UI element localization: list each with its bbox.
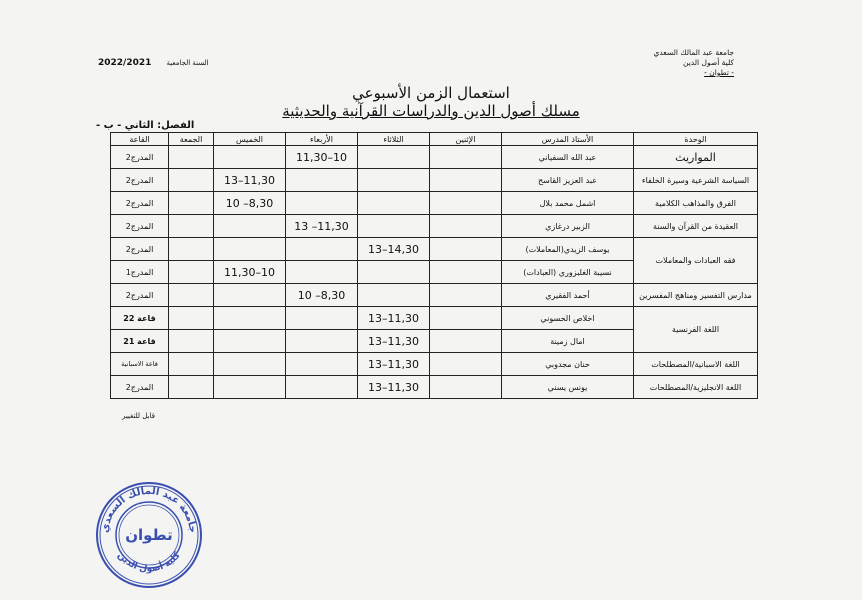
teacher-cell: اخلاص الحسوني: [502, 307, 634, 330]
friday-cell: [169, 169, 214, 192]
monday-cell: [430, 146, 502, 169]
tuesday-cell: [358, 146, 430, 169]
room-cell: المدرج2: [111, 146, 169, 169]
tuesday-cell: 14,30–13: [358, 238, 430, 261]
tuesday-cell: 11,30–13: [358, 376, 430, 399]
semester-label: الفصل: الثاني - ب -: [96, 120, 195, 131]
col-monday: الإثنين: [430, 133, 502, 146]
wednesday-cell: [286, 376, 358, 399]
room-cell: قاعة 21: [111, 330, 169, 353]
friday-cell: [169, 215, 214, 238]
faculty-name: كلية أصول الدين: [683, 58, 734, 67]
teacher-cell: عبد العزيز القاسح: [502, 169, 634, 192]
monday-cell: [430, 307, 502, 330]
friday-cell: [169, 376, 214, 399]
unit-cell: اللغة الانجليزية/المصطلحات: [634, 376, 758, 399]
stamp-graphic: [94, 480, 204, 590]
col-teacher: الأستاذ المدرس: [502, 133, 634, 146]
thursday-cell: [214, 330, 286, 353]
teacher-cell: يوسف الزيدي(المعاملات): [502, 238, 634, 261]
wednesday-cell: [286, 353, 358, 376]
table-row: [111, 307, 758, 330]
teacher-cell: حنان مجدوبي: [502, 353, 634, 376]
room-cell: المدرج2: [111, 192, 169, 215]
room-cell: المدرج2: [111, 376, 169, 399]
tuesday-cell: 11,30–13: [358, 330, 430, 353]
table-row: [111, 238, 758, 261]
unit-cell: فقه العبادات والمعاملات: [634, 238, 758, 284]
unit-cell: مدارس التفسير ومناهج المفسرين: [634, 284, 758, 307]
friday-cell: [169, 330, 214, 353]
wednesday-cell: [286, 192, 358, 215]
room-cell: قاعة الاسبانية: [111, 353, 169, 376]
stamp-outer-text: جامعة عبد المالك السعدي: [99, 485, 199, 534]
friday-cell: [169, 261, 214, 284]
friday-cell: [169, 284, 214, 307]
wednesday-cell: [286, 169, 358, 192]
room-cell: المدرج2: [111, 215, 169, 238]
unit-cell: السياسة الشرعية وسيرة الخلفاء: [634, 169, 758, 192]
wednesday-cell: [286, 238, 358, 261]
page-title: استعمال الزمن الأسبوعي: [352, 84, 510, 102]
table-row: [111, 192, 758, 215]
year-value: 2022/2021: [98, 58, 152, 68]
teacher-cell: الزبير درغازي: [502, 215, 634, 238]
tuesday-cell: [358, 215, 430, 238]
wednesday-cell: [286, 261, 358, 284]
room-cell: المدرج1: [111, 261, 169, 284]
footnote: قابل للتغيير: [122, 412, 155, 420]
table-row: [111, 353, 758, 376]
thursday-cell: [214, 238, 286, 261]
city-name: - تطوان -: [704, 68, 734, 77]
header-block: [594, 48, 734, 78]
thursday-cell: [214, 353, 286, 376]
year-label: السنة الجامعية: [166, 59, 209, 67]
friday-cell: [169, 307, 214, 330]
wednesday-cell: 10–11,30: [286, 146, 358, 169]
monday-cell: [430, 169, 502, 192]
unit-cell: اللغة الفرنسية: [634, 307, 758, 353]
wednesday-cell: 8,30– 10: [286, 284, 358, 307]
teacher-cell: امال زمينة: [502, 330, 634, 353]
unit-cell: المواريث: [634, 146, 758, 169]
friday-cell: [169, 192, 214, 215]
room-cell: المدرج2: [111, 169, 169, 192]
col-friday: الجمعة: [169, 133, 214, 146]
table-row: [111, 215, 758, 238]
wednesday-cell: 11,30– 13: [286, 215, 358, 238]
thursday-cell: 10–11,30: [214, 261, 286, 284]
thursday-cell: [214, 376, 286, 399]
monday-cell: [430, 330, 502, 353]
teacher-cell: أحمد الفقيري: [502, 284, 634, 307]
svg-text:كلية أصول الدين: [115, 550, 183, 574]
academic-year: [98, 50, 209, 69]
friday-cell: [169, 238, 214, 261]
room-cell: قاعة 22: [111, 307, 169, 330]
track-title: مسلك أصول الدين والدراسات القرآنية والحديثية: [282, 102, 580, 120]
table-row: [111, 146, 758, 169]
tuesday-cell: [358, 284, 430, 307]
friday-cell: [169, 146, 214, 169]
col-tuesday: الثلاثاء: [358, 133, 430, 146]
wednesday-cell: [286, 307, 358, 330]
col-unit: الوحدة: [634, 133, 758, 146]
table-row: [111, 376, 758, 399]
thursday-cell: [214, 284, 286, 307]
table-row: [111, 169, 758, 192]
thursday-cell: 11,30–13: [214, 169, 286, 192]
teacher-cell: اشمل محمد بلال: [502, 192, 634, 215]
stamp-outer2-text: كلية أصول الدين: [115, 550, 183, 575]
unit-cell: اللغة الاسبانية/المصطلحات: [634, 353, 758, 376]
table-row: [111, 284, 758, 307]
monday-cell: [430, 353, 502, 376]
tuesday-cell: [358, 261, 430, 284]
tuesday-cell: 11,30–13: [358, 353, 430, 376]
col-room: القاعة: [111, 133, 169, 146]
teacher-cell: يونس يسني: [502, 376, 634, 399]
room-cell: المدرج2: [111, 238, 169, 261]
room-cell: المدرج2: [111, 284, 169, 307]
monday-cell: [430, 215, 502, 238]
thursday-cell: 8,30– 10: [214, 192, 286, 215]
table-header-row: [111, 133, 758, 146]
monday-cell: [430, 376, 502, 399]
tuesday-cell: [358, 169, 430, 192]
unit-cell: الفرق والمذاهب الكلامية: [634, 192, 758, 215]
thursday-cell: [214, 146, 286, 169]
teacher-cell: نسيبة الغلبزوري (العبادات): [502, 261, 634, 284]
col-wednesday: الأربعاء: [286, 133, 358, 146]
tuesday-cell: [358, 192, 430, 215]
university-name: جامعة عبد المالك السعدي: [653, 48, 734, 57]
teacher-cell: عبد الله السفياني: [502, 146, 634, 169]
wednesday-cell: [286, 330, 358, 353]
tuesday-cell: 11,30–13: [358, 307, 430, 330]
monday-cell: [430, 238, 502, 261]
monday-cell: [430, 284, 502, 307]
schedule-table: [110, 132, 758, 399]
thursday-cell: [214, 307, 286, 330]
official-stamp: [94, 480, 204, 590]
col-thursday: الخميس: [214, 133, 286, 146]
thursday-cell: [214, 215, 286, 238]
monday-cell: [430, 261, 502, 284]
monday-cell: [430, 192, 502, 215]
stamp-center-text: تطوان: [125, 526, 173, 544]
unit-cell: العقيدة من القرآن والسنة: [634, 215, 758, 238]
friday-cell: [169, 353, 214, 376]
